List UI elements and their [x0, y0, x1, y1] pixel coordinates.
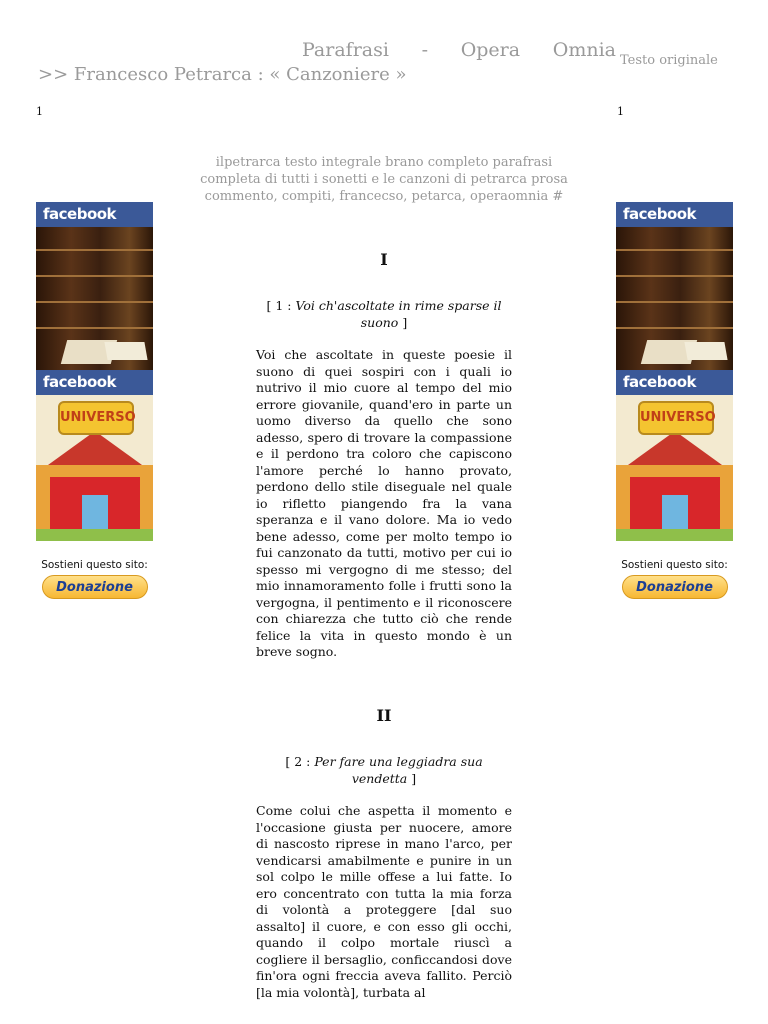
sonnet-heading	[256, 753, 512, 787]
sonnet-numeral: II	[376, 706, 392, 725]
paraphrase-text: Voi che ascoltate in queste poesie il suono di quei sospiri con i quali io nutrivo il mio cuore al tempo del mio errore giovanile, quand'ero in parte un uomo diverso da quello che sono adesso, spero di trovare la compassione e il perdono tra coloro che capiscono l'amore perché lo hanno provato, perdono dello stile diseguale nel quale io rifletto piangendo fra la vana speranza e il vano dolore. Ma io vedo bene adesso, come per molto tempo io fui canzonato da tutti, motivo per cui io spesso mi vergogno di me stesso; del mio innamoramento folle i frutti sono la vergogna, il pentimento e il riconoscere con chiarezza che tutto ciò che rende felice la vita in questo mondo è un breve sogno.	[256, 347, 512, 659]
facebook-banner[interactable]: facebook	[616, 202, 733, 227]
title-word: Opera	[460, 39, 521, 61]
sonnet-title: Per fare una leggiadra sua vendetta	[314, 754, 483, 786]
donate-button[interactable]: Donazione	[42, 575, 148, 599]
universo-image[interactable]	[616, 395, 733, 541]
breadcrumb[interactable]: >> Francesco Petrarca : « Canzoniere »	[38, 64, 407, 85]
heading-close: ]	[402, 315, 408, 330]
universo-logo: UNIVERSO	[58, 401, 134, 435]
title-word: Omnia	[552, 39, 616, 61]
sonnet-heading	[256, 297, 512, 331]
sonnet-section	[256, 706, 512, 1001]
paraphrase-text: Come colui che aspetta il momento e l'occasione giusta per nuocere, amore di nascosto riprese in mano l'arco, per vendicarsi amabilmente e punire in un sol colpo le mille offese a lui fatte. Io ero concentrato con tutta la mia forza di volontà a proteggere [dal suo assalto] il cuore, e con esso gli occhi, quando il colpo mortale riuscì a cogliere il bersaglio, conficcandosi dove fin'ora ogni freccia aveva fallito. Perciò [la mia volontà], turbata al	[256, 803, 512, 1000]
support-text: Sostieni questo sito:	[41, 559, 148, 571]
sonnet-number: [ 1 :	[266, 298, 292, 313]
page-number-left: 1	[36, 105, 43, 118]
sonnet-number: [ 2 :	[285, 754, 311, 769]
universo-image[interactable]	[36, 395, 153, 541]
original-text-link[interactable]: Testo originale	[620, 53, 718, 68]
library-image[interactable]	[36, 227, 153, 370]
sonnet-numeral: I	[380, 250, 388, 269]
library-image[interactable]	[616, 227, 733, 370]
seo-tagline: ilpetrarca testo integrale brano completo parafrasi completa di tutti i sonetti e le canzoni di petrarca prosa commento, compiti, francecso, petarca, operaomnia #	[200, 155, 568, 204]
donate-button[interactable]: Donazione	[622, 575, 728, 599]
heading-close: ]	[411, 771, 417, 786]
sonnet-section	[256, 250, 512, 661]
sidebar-left	[36, 202, 153, 599]
title-word: Parafrasi	[302, 39, 389, 61]
sidebar-right	[616, 202, 733, 599]
facebook-banner[interactable]: facebook	[36, 370, 153, 395]
page-number-right: 1	[617, 105, 624, 118]
facebook-banner[interactable]: facebook	[36, 202, 153, 227]
sonnet-title: Voi ch'ascoltate in rime sparse il suono	[295, 298, 502, 330]
universo-logo: UNIVERSO	[638, 401, 714, 435]
facebook-banner[interactable]: facebook	[616, 370, 733, 395]
title-word: -	[421, 39, 429, 61]
site-title[interactable]	[302, 38, 616, 62]
support-text: Sostieni questo sito:	[621, 559, 728, 571]
